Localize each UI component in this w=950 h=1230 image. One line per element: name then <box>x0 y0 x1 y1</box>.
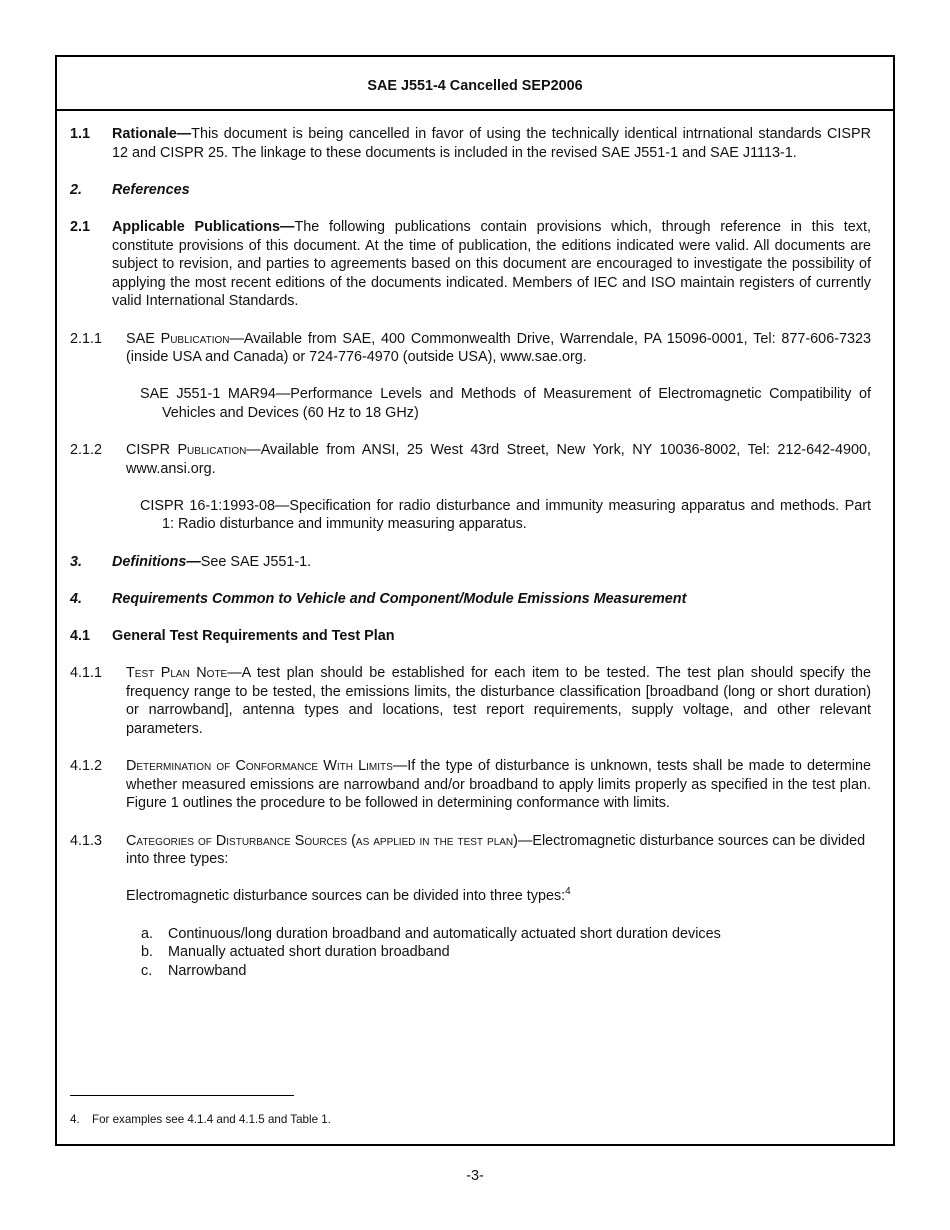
list-item <box>70 943 871 962</box>
section-2-1-2 <box>70 441 871 478</box>
document-title: SAE J551-4 Cancelled SEP2006 <box>367 77 583 94</box>
footnote-marker[interactable]: 4 <box>565 886 571 898</box>
list-label: a. <box>141 925 154 942</box>
footnote <box>70 1113 331 1127</box>
reference-text: SAE J551-1 MAR94—Performance Levels and Methods of Measurement of Electromagnetic Compatibility of Vehicles and Devices (60 Hz to 18 GHz) <box>140 386 871 421</box>
intro-text: Electromagnetic disturbance sources can be divided into three types: <box>126 888 566 905</box>
document-header <box>57 57 893 111</box>
section-1-1 <box>70 125 871 162</box>
section-text: This document is being cancelled in favor of using the technically identical intrnational standards CISPR 12 and CISPR 25. The linkage to these documents is included in the revised SAE J551-1 and SAE J1113-1. <box>112 126 871 161</box>
section-number: 4.1 <box>70 628 91 645</box>
section-number: 2.1.1 <box>70 330 103 347</box>
section-title: Rationale— <box>112 126 192 142</box>
section-number: 2.1 <box>70 218 91 235</box>
section-4-1-3 <box>70 832 877 869</box>
section-text: —If the type of disturbance is unknown, tests shall be made to determine whether measured emissions are narrowband and/or broadband to apply limits properly as specified in the test plan. Figure 1 outlines the procedure to be followed in determining conformance with limits. <box>126 758 872 812</box>
section-text: The following publications contain provisions which, through reference in this text, constitute provisions of this document. At the time of publication, the editions indicated were valid. All documents are subject to revision, and parties to agreements based on this document are encouraged to investigate the possibility of applying the most recent editions of the documents indicated. Members of IEC and ISO maintain registers of currently valid International Standards. <box>112 218 871 310</box>
page-number: -3- <box>466 1168 484 1184</box>
list-text: Manually actuated short duration broadband <box>168 944 450 961</box>
section-text: —Available from SAE, 400 Commonwealth Drive, Warrendale, PA 15096-0001, Tel: 877-606-7323 (inside USA and Canada) or 724-776-4970 (outside USA), www.sae.org. <box>126 330 871 366</box>
page-frame <box>55 55 895 1146</box>
list-text: Narrowband <box>168 962 247 979</box>
section-4-1 <box>70 627 871 646</box>
section-title: General Test Requirements and Test Plan <box>112 628 395 645</box>
section-4-1-3-intro <box>70 887 871 906</box>
section-number: 4.1.1 <box>70 665 103 682</box>
footnote-text: For examples see 4.1.4 and 4.1.5 and Table 1. <box>92 1113 331 1126</box>
reference-text: CISPR 16-1:1993-08—Specification for radio disturbance and immunity measuring apparatus and methods. Part 1: Radio disturbance and immunity measuring apparatus. <box>140 497 871 533</box>
section-title: References <box>112 181 190 198</box>
section-number: 3. <box>70 553 83 570</box>
section-2 <box>70 181 871 200</box>
reference-cispr-16-1 <box>70 497 871 534</box>
list-item <box>70 925 871 944</box>
section-text: —Electromagnetic disturbance sources can be divided into three types: <box>126 832 866 868</box>
section-number: 1.1 <box>70 126 91 142</box>
section-2-1 <box>70 218 871 311</box>
section-4 <box>70 590 871 609</box>
section-title: Categories of Disturbance Sources (as applied in the test plan) <box>126 832 518 849</box>
section-text: —A test plan should be established for each item to be tested. The test plan should specify the frequency range to be tested, the emissions limits, the disturbance classification [broadband (long or short duration) or narrowband], antenna types and locations, test report requirements, supply voltage, and other relevant parameters. <box>126 665 871 737</box>
section-2-1-1 <box>70 330 871 367</box>
section-title: Requirements Common to Vehicle and Component/Module Emissions Measurement <box>112 590 687 607</box>
section-title: Test Plan Note <box>126 665 228 682</box>
section-title: CISPR Publication <box>126 442 247 459</box>
section-number: 2. <box>70 181 83 198</box>
list-label: c. <box>141 962 153 979</box>
list-item <box>70 962 871 981</box>
section-text: —Available from ANSI, 25 West 43rd Street, New York, NY 10036-8002, Tel: 212-642-4900, www.ansi.org. <box>126 442 871 477</box>
list-text: Continuous/long duration broadband and automatically actuated short duration devices <box>168 925 721 942</box>
section-number: 4. <box>70 590 83 607</box>
section-title: Determination of Conformance With Limits <box>126 758 393 775</box>
document-body <box>70 125 871 980</box>
section-title: Applicable Publications— <box>112 218 295 235</box>
section-text: See SAE J551-1. <box>200 553 312 570</box>
footnote-number: 4. <box>70 1113 80 1126</box>
section-4-1-1 <box>70 664 871 738</box>
section-title: SAE Publication <box>126 330 230 347</box>
list-label: b. <box>141 944 154 961</box>
footnote-divider <box>70 1095 294 1096</box>
section-title: Definitions— <box>112 553 201 570</box>
section-number: 4.1.3 <box>70 832 103 849</box>
section-number: 4.1.2 <box>70 758 103 775</box>
section-4-1-2 <box>70 757 871 813</box>
reference-sae-j551-1 <box>70 385 871 422</box>
section-number: 2.1.2 <box>70 442 103 459</box>
section-3 <box>70 553 871 572</box>
